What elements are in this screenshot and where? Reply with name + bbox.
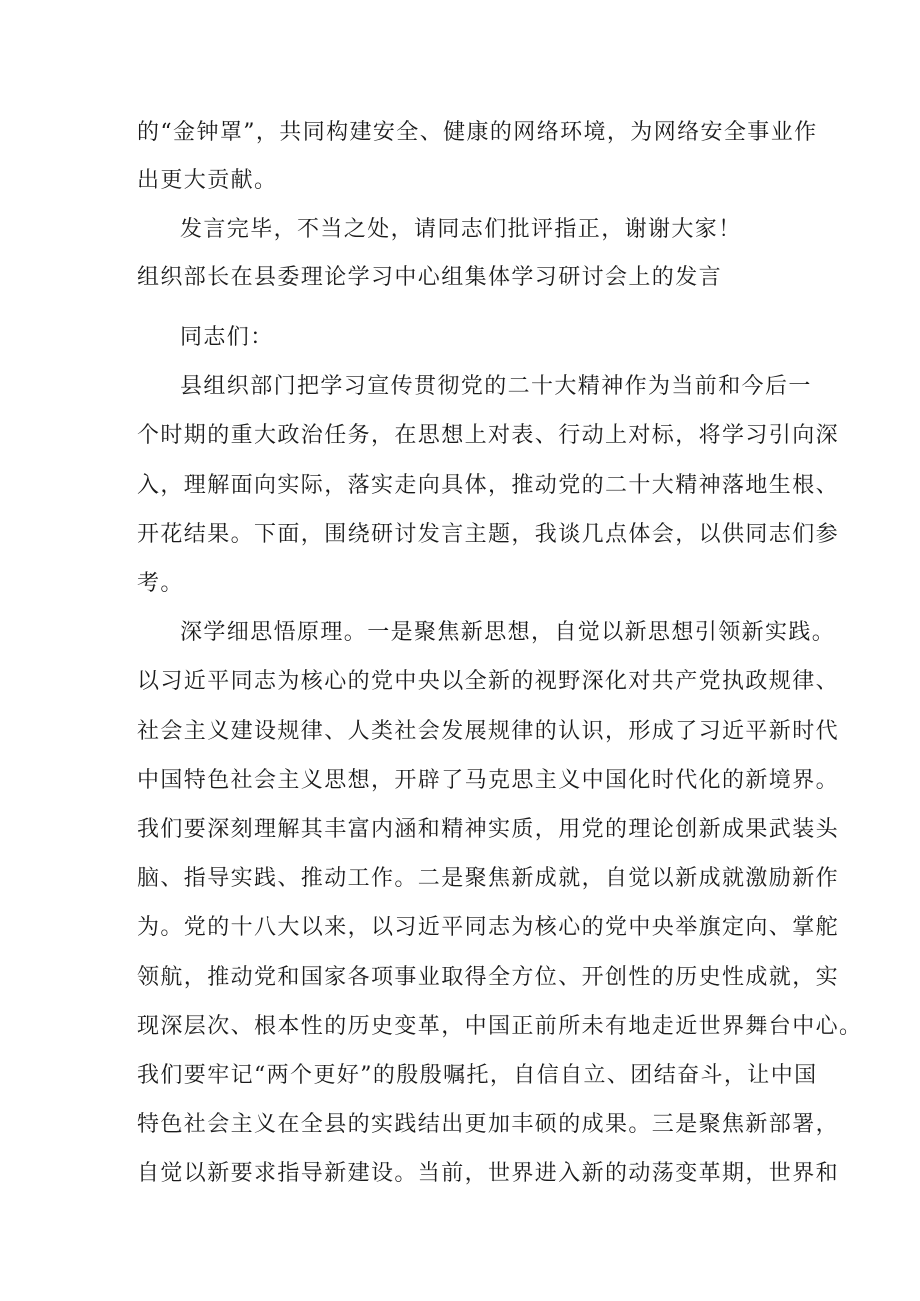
text-line: 脑、指导实践、推动工作。二是聚焦新成就，自觉以新成就激励新作 bbox=[137, 866, 840, 891]
text-line: 入，理解面向实际，落实走向具体，推动党的二十大精神落地生根、 bbox=[137, 473, 840, 498]
text-line: 出更大贡献。 bbox=[137, 168, 278, 193]
text-line: 现深层次、根本性的历史变革，中国正前所未有地走近世界舞台中心。 bbox=[137, 1014, 863, 1039]
text-line: 以习近平同志为核心的党中央以全新的视野深化对共产党执政规律、 bbox=[137, 669, 840, 694]
closing-remark: 发言完毕，不当之处，请同志们批评指正，谢谢大家！ bbox=[180, 217, 742, 242]
text-line: 的“金钟罩”，共同构建安全、健康的网络环境，为网络安全事业作 bbox=[137, 120, 818, 145]
text-line: 自觉以新要求指导新建设。当前，世界进入新的动荡变革期，世界和 bbox=[137, 1161, 840, 1186]
text-line: 社会主义建设规律、人类社会发展规律的认识，形成了习近平新时代 bbox=[137, 719, 840, 744]
text-line: 深学细思悟原理。一是聚焦新思想，自觉以新思想引领新实践。 bbox=[180, 620, 836, 645]
speech-title: 组织部长在县委理论学习中心组集体学习研讨会上的发言 bbox=[137, 265, 723, 290]
text-line: 开花结果。下面，围绕研讨发言主题，我谈几点体会，以供同志们参 bbox=[137, 522, 840, 547]
salutation: 同志们： bbox=[180, 325, 274, 350]
text-line: 个时期的重大政治任务，在思想上对表、行动上对标，将学习引向深 bbox=[137, 423, 840, 448]
text-line: 考。 bbox=[137, 571, 184, 596]
text-line: 中国特色社会主义思想，开辟了马克思主义中国化时代化的新境界。 bbox=[137, 768, 840, 793]
text-line: 领航，推动党和国家各项事业取得全方位、开创性的历史性成就，实 bbox=[137, 965, 840, 990]
text-line: 我们要牢记“两个更好”的殷殷嘱托，自信自立、团结奋斗，让中国 bbox=[137, 1063, 818, 1088]
text-line: 特色社会主义在全县的实践结出更加丰硕的成果。三是聚焦新部署， bbox=[137, 1112, 840, 1137]
text-line: 为。党的十八大以来，以习近平同志为核心的党中央举旗定向、掌舵 bbox=[137, 915, 840, 940]
text-line: 县组织部门把学习宣传贯彻党的二十大精神作为当前和今后一 bbox=[180, 374, 812, 399]
text-line: 我们要深刻理解其丰富内涵和精神实质，用党的理论创新成果武装头 bbox=[137, 817, 840, 842]
